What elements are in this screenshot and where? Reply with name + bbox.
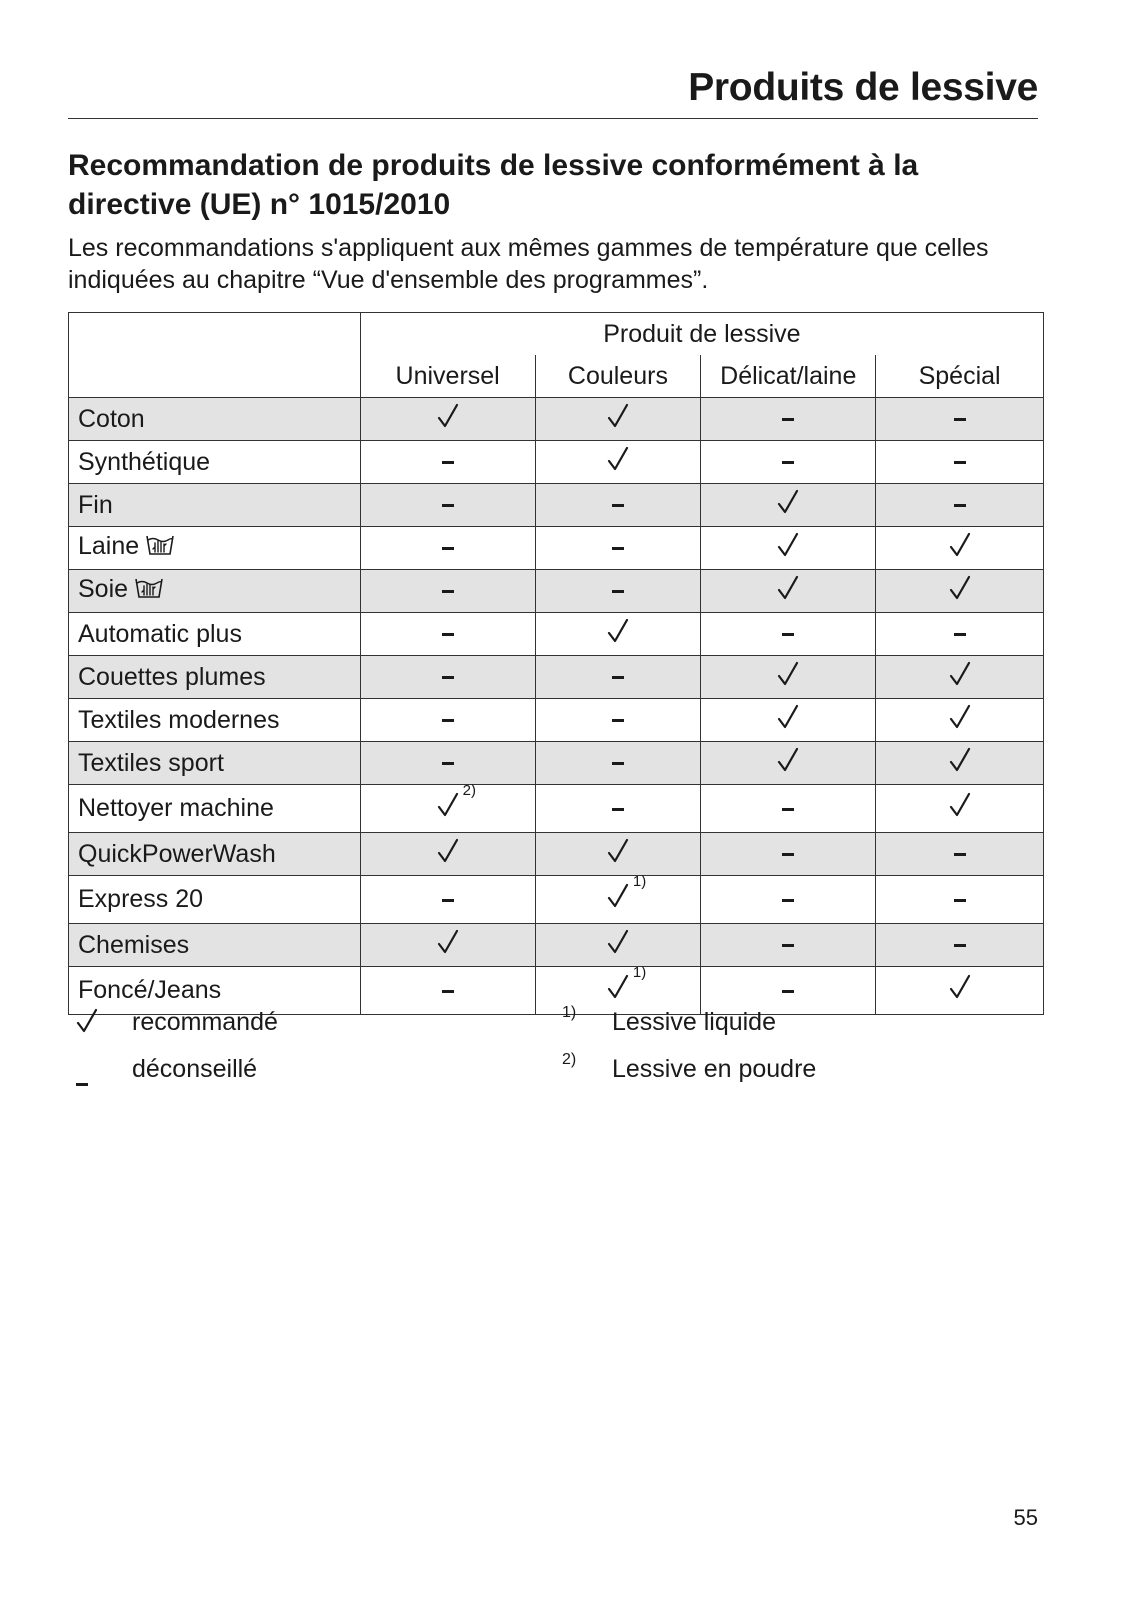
- table-corner: [69, 313, 361, 398]
- hand-wash-icon: [134, 575, 164, 608]
- value-cell: [701, 785, 876, 833]
- dash-icon: [612, 808, 624, 811]
- value-cell: [535, 699, 701, 742]
- program-cell: [69, 398, 361, 441]
- value-cell: [876, 656, 1044, 699]
- value-cell: [876, 785, 1044, 833]
- program-label: Foncé/Jeans: [78, 976, 222, 1004]
- value-cell: [876, 398, 1044, 441]
- table-row: [69, 699, 1044, 742]
- value-cell: [876, 699, 1044, 742]
- program-label: Fin: [78, 490, 113, 519]
- check-icon: [607, 838, 629, 871]
- value-cell: [535, 924, 701, 967]
- program-cell: [69, 570, 361, 613]
- value-cell: [535, 527, 701, 570]
- value-cell: [535, 613, 701, 656]
- dash-icon: [612, 719, 624, 722]
- dash-icon: [442, 504, 454, 507]
- program-cell: [69, 876, 361, 924]
- value-cell: [701, 876, 876, 924]
- value-cell: [535, 785, 701, 833]
- value-cell: [360, 656, 535, 699]
- hand-wash-icon: [145, 532, 175, 565]
- check-icon: [777, 747, 799, 780]
- dash-icon: [782, 418, 794, 421]
- dash-icon: [954, 633, 966, 636]
- value-cell: [701, 742, 876, 785]
- check-icon: [607, 883, 629, 916]
- value-cell: [360, 570, 535, 613]
- dash-icon: [442, 590, 454, 593]
- check-icon: [949, 747, 971, 780]
- value-cell: [535, 742, 701, 785]
- program-cell: [69, 527, 361, 570]
- program-label: Automatic plus: [78, 619, 242, 648]
- value-cell: [535, 570, 701, 613]
- value-cell: [535, 484, 701, 527]
- dash-icon: [954, 418, 966, 421]
- value-cell: [360, 782, 535, 833]
- check-icon: [777, 661, 799, 694]
- value-cell: [535, 833, 701, 876]
- program-cell: [69, 656, 361, 699]
- header-divider: [68, 118, 1038, 119]
- column-header-special: Spécial: [876, 355, 1044, 398]
- value-cell: [701, 924, 876, 967]
- value-cell: [535, 656, 701, 699]
- program-cell: [69, 441, 361, 484]
- legend-not-recommended-label: déconseillé: [132, 1055, 258, 1083]
- value-cell: [876, 527, 1044, 570]
- check-icon: [777, 575, 799, 608]
- program-cell: [69, 833, 361, 876]
- check-icon: [777, 532, 799, 565]
- program-label: Textiles sport: [78, 748, 224, 777]
- check-icon: [607, 618, 629, 651]
- footnote-ref: 1): [632, 873, 647, 890]
- table-row: [69, 742, 1044, 785]
- check-icon: [949, 704, 971, 737]
- detergent-recommendation-table: [68, 312, 1044, 1015]
- dash-icon: [612, 547, 624, 550]
- dash-icon: [612, 590, 624, 593]
- table-row: [69, 924, 1044, 967]
- table-row: [69, 527, 1044, 570]
- check-icon: [437, 403, 459, 436]
- dash-icon: [782, 944, 794, 947]
- value-cell: [876, 876, 1044, 924]
- dash-icon: [782, 853, 794, 856]
- dash-icon: [954, 853, 966, 856]
- dash-icon: [612, 762, 624, 765]
- program-label: Nettoyer machine: [78, 794, 274, 822]
- check-icon: [607, 974, 629, 1007]
- value-cell: [876, 570, 1044, 613]
- value-cell: [701, 613, 876, 656]
- check-icon: [437, 838, 459, 871]
- value-cell: [360, 398, 535, 441]
- program-cell: [69, 699, 361, 742]
- table-row: [69, 876, 1044, 924]
- value-cell: [360, 876, 535, 924]
- dash-icon: [782, 461, 794, 464]
- footnote-text: Lessive en poudre: [612, 1055, 817, 1083]
- value-cell: [535, 873, 701, 924]
- dash-icon: [442, 719, 454, 722]
- check-icon: [437, 929, 459, 962]
- dash-icon: [782, 808, 794, 811]
- program-label: Soie: [78, 574, 129, 603]
- column-header-delicat-laine: Délicat/laine: [701, 355, 876, 398]
- table-row: [69, 398, 1044, 441]
- dash-icon: [442, 990, 454, 993]
- value-cell: [535, 441, 701, 484]
- program-cell: [69, 924, 361, 967]
- dash-icon: [442, 633, 454, 636]
- program-cell: [69, 742, 361, 785]
- dash-icon: [442, 461, 454, 464]
- value-cell: [360, 441, 535, 484]
- column-header-couleurs: Couleurs: [535, 355, 701, 398]
- check-icon: [437, 792, 459, 825]
- value-cell: [701, 656, 876, 699]
- value-cell: [701, 527, 876, 570]
- dash-icon: [954, 899, 966, 902]
- program-label: Express 20: [78, 885, 204, 913]
- value-cell: [360, 924, 535, 967]
- program-label: QuickPowerWash: [78, 839, 276, 868]
- value-cell: [701, 441, 876, 484]
- group-header: Produit de lessive: [360, 313, 1043, 356]
- value-cell: [876, 967, 1044, 1015]
- table-row: [69, 570, 1044, 613]
- dash-icon: [76, 1069, 88, 1098]
- page-number: 55: [1013, 1505, 1038, 1530]
- page-header-title: Produits de lessive: [688, 66, 1038, 109]
- value-cell: [360, 527, 535, 570]
- value-cell: [360, 833, 535, 876]
- check-icon: [949, 532, 971, 565]
- value-cell: [701, 570, 876, 613]
- dash-icon: [782, 899, 794, 902]
- dash-icon: [954, 504, 966, 507]
- dash-icon: [442, 899, 454, 902]
- table-row: [69, 656, 1044, 699]
- check-icon: [777, 489, 799, 522]
- footnote-ref: 1): [632, 964, 647, 981]
- value-cell: [701, 398, 876, 441]
- program-label: Chemises: [78, 930, 190, 959]
- value-cell: [535, 398, 701, 441]
- check-icon: [949, 661, 971, 694]
- value-cell: [701, 833, 876, 876]
- program-label: Couettes plumes: [78, 662, 266, 691]
- footnote-mark: 1): [562, 1004, 577, 1021]
- value-cell: [701, 484, 876, 527]
- program-cell: [69, 785, 361, 833]
- dash-icon: [954, 944, 966, 947]
- value-cell: [876, 613, 1044, 656]
- table-row: [69, 613, 1044, 656]
- footnote-text: Lessive liquide: [612, 1008, 776, 1036]
- dash-icon: [782, 633, 794, 636]
- check-icon: [949, 792, 971, 825]
- legend-recommended-label: recommandé: [132, 1008, 278, 1036]
- program-label: Coton: [78, 404, 145, 433]
- value-cell: [360, 484, 535, 527]
- value-cell: [360, 742, 535, 785]
- footnote-ref: 2): [462, 782, 476, 799]
- value-cell: [360, 967, 535, 1015]
- dash-icon: [442, 762, 454, 765]
- value-cell: [876, 484, 1044, 527]
- program-label: Textiles modernes: [78, 705, 280, 734]
- check-icon: [777, 704, 799, 737]
- program-label: Synthétique: [78, 447, 211, 476]
- column-header-universel: Universel: [395, 361, 500, 390]
- table-row: [69, 441, 1044, 484]
- value-cell: [360, 699, 535, 742]
- value-cell: [876, 742, 1044, 785]
- value-cell: [360, 613, 535, 656]
- table-row: [69, 785, 1044, 833]
- value-cell: [876, 924, 1044, 967]
- table-row: [69, 833, 1044, 876]
- section-title: Recommandation de produits de lessive conformément à la directive (UE) n° 1015/2010: [68, 149, 919, 221]
- program-cell: [69, 613, 361, 656]
- dash-icon: [612, 676, 624, 679]
- value-cell: [876, 833, 1044, 876]
- program-cell: [69, 484, 361, 527]
- table-row: [69, 484, 1044, 527]
- check-icon: [607, 929, 629, 962]
- dash-icon: [442, 676, 454, 679]
- program-label: Laine: [78, 531, 140, 560]
- dash-icon: [612, 504, 624, 507]
- value-cell: [876, 441, 1044, 484]
- dash-icon: [442, 547, 454, 550]
- check-icon: [76, 1008, 98, 1041]
- check-icon: [607, 446, 629, 479]
- dash-icon: [954, 461, 966, 464]
- check-icon: [949, 974, 971, 1007]
- check-icon: [607, 403, 629, 436]
- value-cell: [701, 699, 876, 742]
- intro-paragraph: Les recommandations s'appliquent aux mêmes gammes de température que celles indiquées au chapitre “Vue d'ensemble des programmes”.: [68, 234, 989, 294]
- footnote-mark: 2): [562, 1051, 577, 1068]
- check-icon: [949, 575, 971, 608]
- dash-icon: [782, 990, 794, 993]
